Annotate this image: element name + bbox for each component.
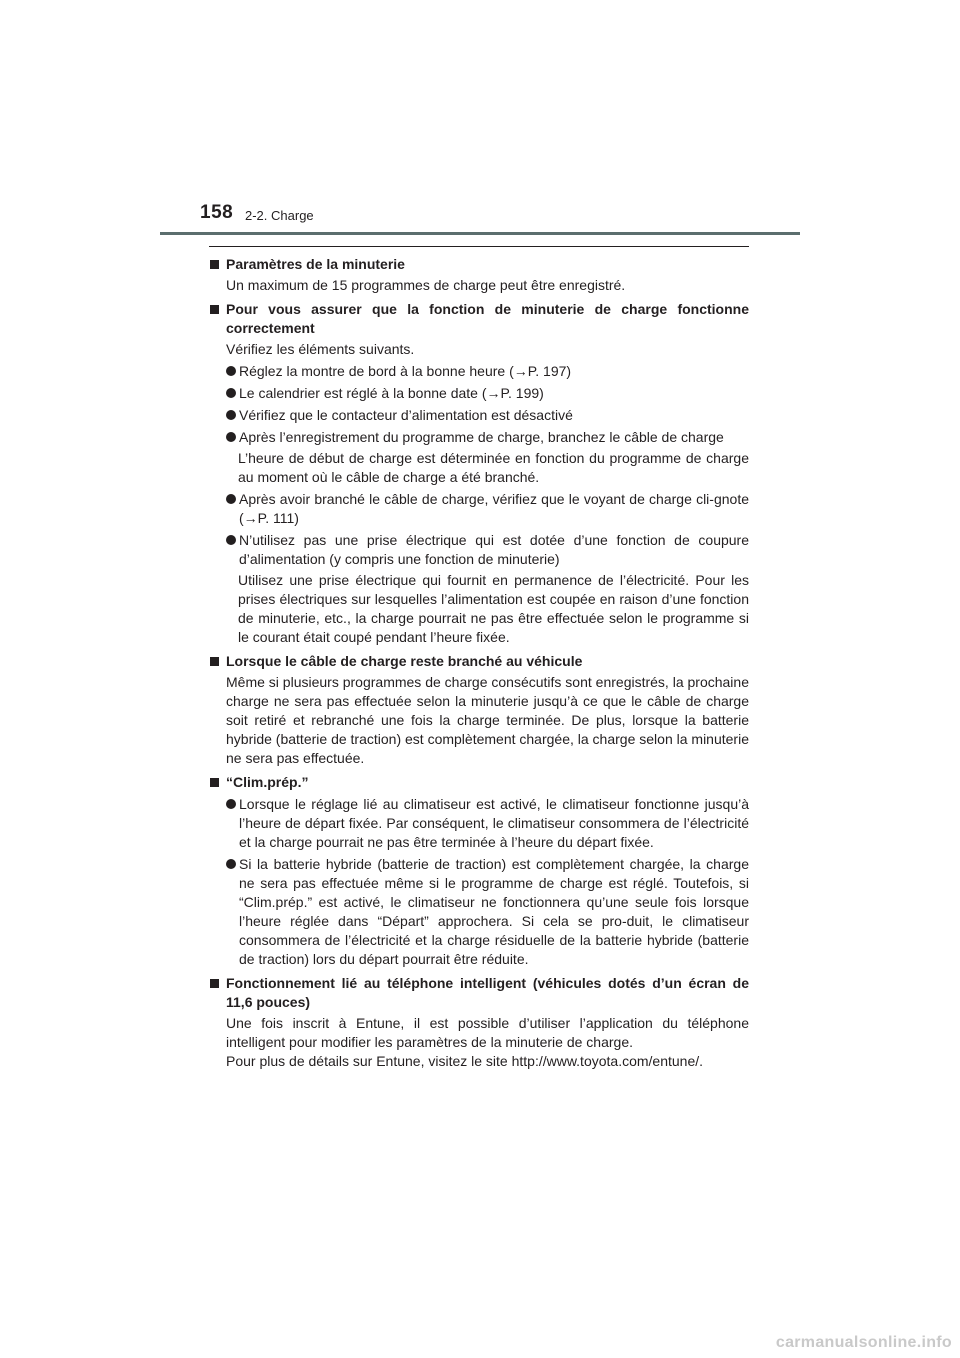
section-heading-timer-check [209, 300, 749, 338]
round-bullet-icon [226, 388, 236, 398]
paragraph: Vérifiez les éléments suivants. [226, 341, 415, 357]
paragraph: Même si plusieurs programmes de charge consécutifs sont enregistrés, la prochaine charge ne sera pas effectuée selon la minuterie jusqu’à ce que le câble de charge soit retiré et rebranché une fois la charge terminée. De plus, lorsque la batterie hybride (batterie de traction) est complètement chargée, la charge selon la minuterie ne sera pas effectuée. [226, 674, 749, 766]
list-item-text: Vérifiez que le contacteur d’alimentation est désactivé [239, 407, 573, 423]
list-item [226, 406, 749, 425]
section-heading-smartphone [209, 974, 749, 1012]
square-bullet-icon [210, 979, 219, 988]
paragraph: Pour plus de détails sur Entune, visitez le site http://www.toyota.com/entune/. [226, 1053, 704, 1069]
content-rule [209, 246, 749, 247]
header-rule [160, 232, 800, 235]
square-bullet-icon [210, 305, 219, 314]
list-item-text: Après l’enregistrement du programme de charge, branchez le câble de charge [239, 429, 724, 445]
round-bullet-icon [226, 799, 236, 809]
page-number: 158 [200, 202, 234, 223]
list-item-note: Utilisez une prise électrique qui fournit en permanence de l’électricité. Pour les prises électriques sur lesquelles l’alimentation est coupée en raison d’une fonction de minuterie, etc., la charge pourrait ne pas être effectuée selon le programme si le courant était coupé pendant l’heure fixée. [238, 572, 749, 645]
square-bullet-icon [210, 657, 219, 666]
heading-text: Pour vous assurer que la fonction de minuterie de charge fonctionne correctement [226, 301, 749, 336]
list-item-text: N’utilisez pas une prise électrique qui est dotée d’une fonction de coupure d’alimentation (y compris une fonction de minuterie) [239, 532, 749, 567]
round-bullet-icon [226, 494, 236, 504]
list-item-text: Lorsque le réglage lié au climatiseur est activé, le climatiseur fonctionne jusqu’à l’heure de départ fixée. Par conséquent, le climatiseur consommera de l’électricité et la charge pourrait ne pas être terminée à l’heure du départ fixée. [239, 796, 749, 850]
paragraph: Une fois inscrit à Entune, il est possible d’utiliser l’application du téléphone intelligent pour modifier les paramètres de la minuterie de charge. [226, 1015, 749, 1050]
list-item [226, 428, 749, 447]
list-item [226, 855, 749, 969]
section-heading-clim-prep [209, 773, 749, 792]
list-item [226, 795, 749, 852]
round-bullet-icon [226, 366, 236, 376]
list-item-note: L’heure de début de charge est déterminée en fonction du programme de charge au moment où le câble de charge a été branché. [238, 450, 749, 485]
round-bullet-icon [226, 859, 236, 869]
round-bullet-icon [226, 535, 236, 545]
list-item [226, 531, 749, 569]
section-heading-timer-settings [209, 255, 749, 274]
heading-text: Fonctionnement lié au téléphone intelligent (véhicules dotés d’un écran de 11,6 pouces) [226, 975, 749, 1010]
list-item-text: Si la batterie hybride (batterie de traction) est complètement chargée, la charge ne sera pas effectuée même si le programme de charge est réglé. Toutefois, si “Clim.prép.” est activé, le climatiseur ne fonctionnera qu’une seule fois lorsque l’heure réglée dans “Départ” approchera. Si cela se pro-duit, le climatiseur consommera de l’électricité et la charge résiduelle de la batterie hybride (batterie de traction) lors du départ pourrait être réduite. [239, 856, 749, 967]
section-heading-cable-connected [209, 652, 749, 671]
section-title: 2-2. Charge [245, 208, 314, 223]
list-item [226, 384, 749, 403]
list-item-text: Réglez la montre de bord à la bonne heure (→P. 197) [239, 363, 572, 379]
list-item [226, 362, 749, 381]
heading-text: Paramètres de la minuterie [226, 256, 405, 272]
page-content [209, 255, 749, 1071]
list-item [226, 490, 749, 528]
heading-text: “Clim.prép.” [226, 774, 309, 790]
list-item-text: Après avoir branché le câble de charge, vérifiez que le voyant de charge cli-gnote (→P. 111) [239, 491, 749, 526]
list-item-text: Le calendrier est réglé à la bonne date (→P. 199) [239, 385, 544, 401]
square-bullet-icon [210, 778, 219, 787]
round-bullet-icon [226, 410, 236, 420]
watermark: carmanualsonline.info [775, 1334, 952, 1351]
round-bullet-icon [226, 432, 236, 442]
heading-text: Lorsque le câble de charge reste branché au véhicule [226, 653, 583, 669]
square-bullet-icon [210, 260, 219, 269]
paragraph: Un maximum de 15 programmes de charge peut être enregistré. [226, 277, 626, 293]
